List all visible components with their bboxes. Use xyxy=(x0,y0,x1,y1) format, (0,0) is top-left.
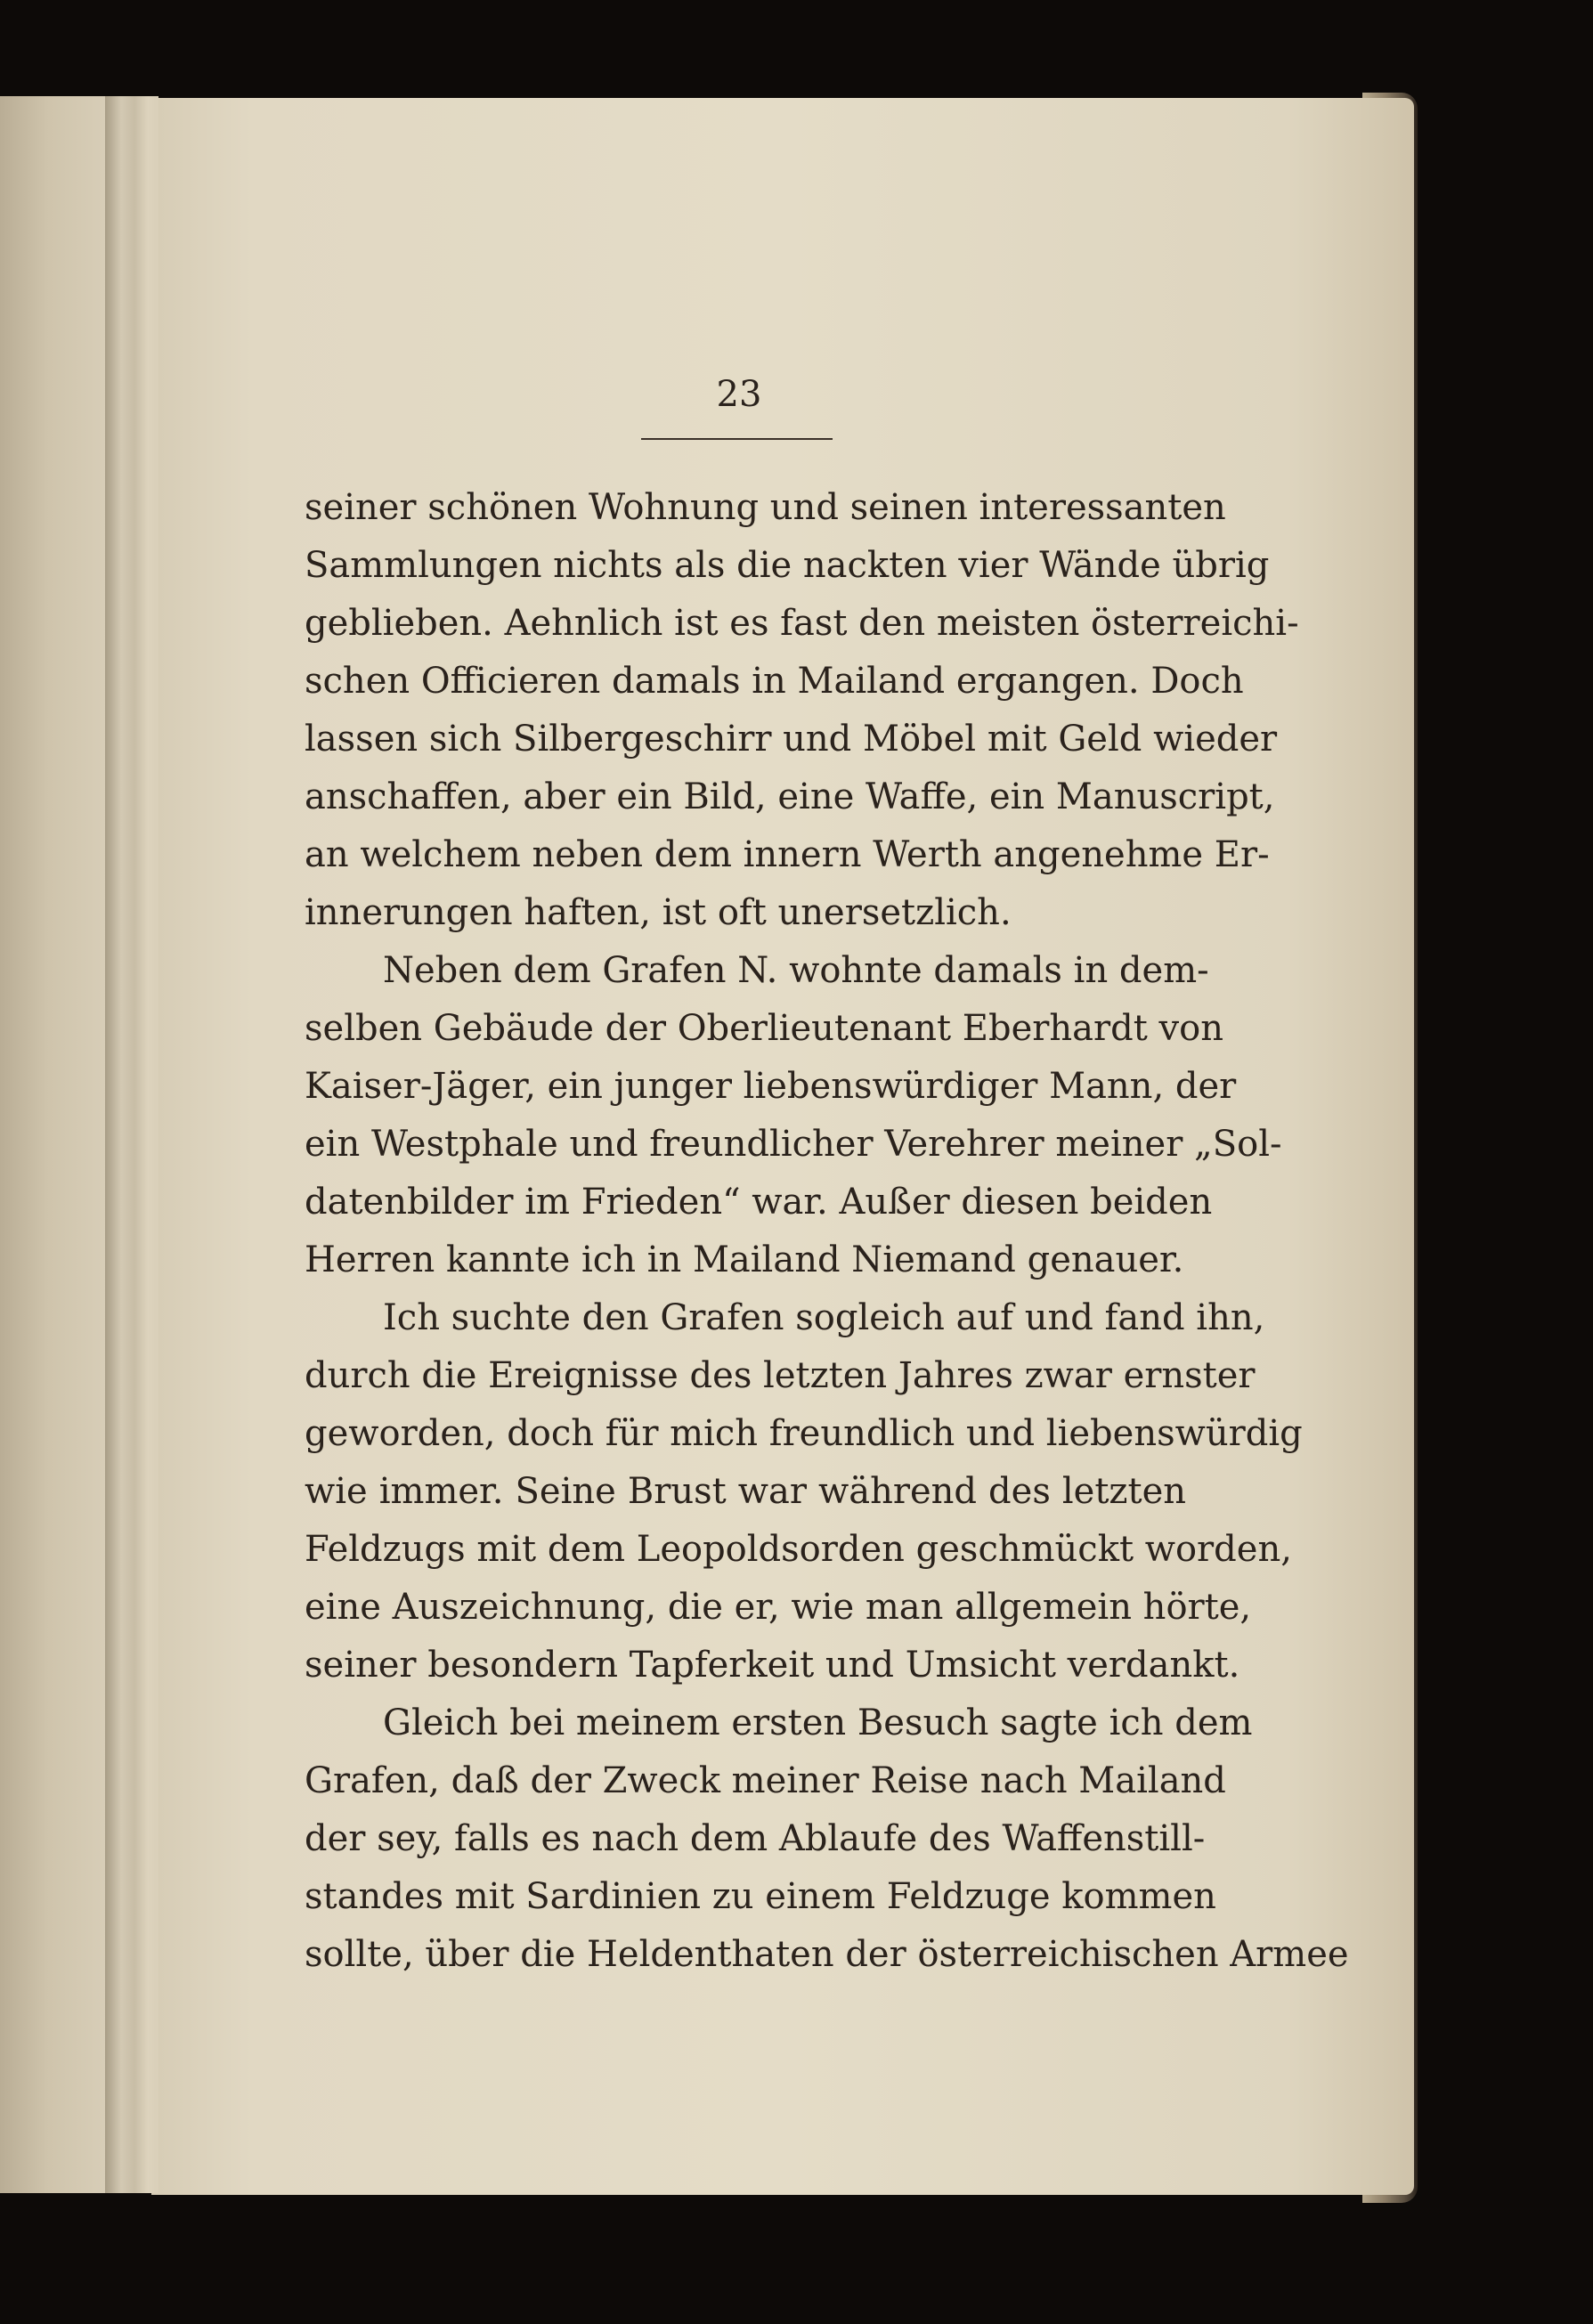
text-line: Ich suchte den Grafen sogleich auf und fand ihn, xyxy=(383,1297,1265,1338)
text-line: seiner schönen Wohnung und seinen interessanten xyxy=(305,487,1226,528)
text-line: ein Westphale und freundlicher Verehrer meiner „Sol- xyxy=(305,1124,1282,1165)
book-gutter xyxy=(105,96,158,2193)
text-line: sollte, über die Heldenthaten der österreichischen Armee xyxy=(305,1934,1349,1975)
page-body-text xyxy=(305,479,1349,1984)
text-line: selben Gebäude der Oberlieutenant Eberhardt von xyxy=(305,1008,1223,1049)
text-line: durch die Ereignisse des letzten Jahres zwar ernster xyxy=(305,1355,1256,1396)
text-line: an welchem neben dem innern Werth angenehme Er- xyxy=(305,834,1270,875)
text-line: anschaffen, aber ein Bild, eine Waffe, ein Manuscript, xyxy=(305,776,1275,817)
text-line: Gleich bei meinem ersten Besuch sagte ich dem xyxy=(383,1702,1253,1743)
text-line: innerungen haften, ist oft unersetzlich. xyxy=(305,892,1012,933)
text-line: Herren kannte ich in Mailand Niemand genauer. xyxy=(305,1239,1184,1280)
text-line: seiner besondern Tapferkeit und Umsicht verdankt. xyxy=(305,1645,1240,1686)
text-line: lassen sich Silbergeschirr und Möbel mit Geld wieder xyxy=(305,719,1278,760)
text-line: Neben dem Grafen N. wohnte damals in dem- xyxy=(383,950,1209,991)
text-line: Sammlungen nichts als die nackten vier Wände übrig xyxy=(305,545,1270,586)
page-number: 23 xyxy=(716,374,762,415)
text-line: Kaiser-Jäger, ein junger liebenswürdiger Mann, der xyxy=(305,1066,1237,1107)
text-line: geblieben. Aehnlich ist es fast den meisten österreichi- xyxy=(305,603,1299,644)
text-line: datenbilder im Frieden“ war. Außer diesen beiden xyxy=(305,1182,1213,1223)
text-line: Grafen, daß der Zweck meiner Reise nach Mailand xyxy=(305,1760,1226,1801)
text-line: standes mit Sardinien zu einem Feldzuge kommen xyxy=(305,1876,1216,1917)
text-line: wie immer. Seine Brust war während des letzten xyxy=(305,1471,1186,1512)
text-line: der sey, falls es nach dem Ablaufe des Waffenstill- xyxy=(305,1818,1206,1859)
text-line: schen Officieren damals in Mailand ergangen. Doch xyxy=(305,661,1244,702)
text-line: geworden, doch für mich freundlich und liebenswürdig xyxy=(305,1413,1303,1454)
text-line: Feldzugs mit dem Leopoldsorden geschmückt worden, xyxy=(305,1529,1292,1570)
text-line: eine Auszeichnung, die er, wie man allgemein hörte, xyxy=(305,1587,1252,1628)
facing-page-edge xyxy=(0,96,109,2193)
page-number-rule xyxy=(641,438,833,440)
